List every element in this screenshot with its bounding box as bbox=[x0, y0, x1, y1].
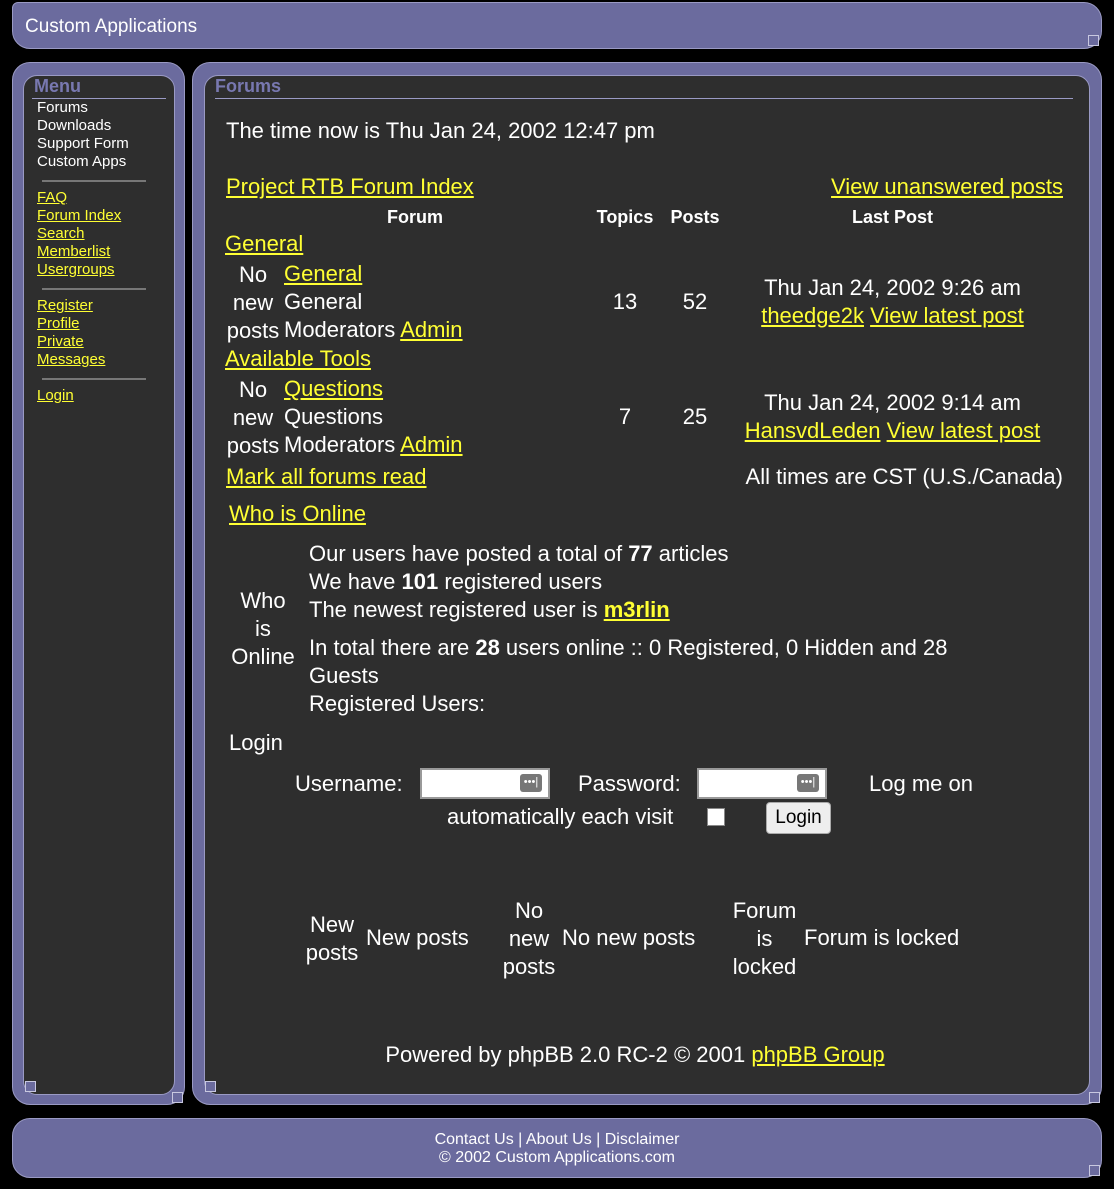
current-time: The time now is Thu Jan 24, 2002 12:47 pm bbox=[226, 118, 655, 143]
folder-status-icon: No new posts bbox=[226, 377, 280, 458]
divider bbox=[42, 180, 146, 182]
link-messages[interactable]: Messages bbox=[37, 351, 106, 368]
password-label: Password: bbox=[578, 771, 681, 796]
col-topics: Topics bbox=[596, 207, 654, 227]
corner-icon bbox=[205, 1081, 216, 1092]
last-post-meta bbox=[730, 303, 1055, 329]
users-online: In total there are 28 users online :: 0 Registered, 0 Hidden and 28 bbox=[309, 635, 948, 660]
phpbb-group-link[interactable]: phpBB Group bbox=[751, 1042, 885, 1067]
registered-users-list: Registered Users: bbox=[309, 691, 486, 716]
online-stats bbox=[309, 540, 1069, 718]
legend-no-new-posts: No new posts bbox=[562, 925, 696, 950]
legend-forum-locked: Forum is locked bbox=[804, 925, 960, 950]
total-articles: Our users have posted a total of 77 articles bbox=[309, 541, 729, 566]
autologin-label-cont: automatically each visit bbox=[447, 804, 674, 829]
who-is-online-link[interactable]: Who is Online bbox=[229, 501, 366, 526]
password-manager-icon[interactable]: •••| bbox=[797, 774, 819, 792]
footer-links: Contact Us | About Us | Disclaimer bbox=[434, 1131, 680, 1148]
legend-new-posts: New posts bbox=[366, 925, 469, 950]
sidebar-panel bbox=[23, 75, 175, 1095]
new-posts-icon: New posts bbox=[305, 912, 359, 965]
divider bbox=[42, 288, 146, 290]
resize-corner-icon bbox=[1089, 1092, 1100, 1103]
link-forum-index[interactable]: Forum Index bbox=[37, 207, 122, 224]
newest-user-link[interactable]: m3rlin bbox=[603, 597, 670, 622]
col-last-post: Last Post bbox=[851, 207, 934, 227]
main-panel bbox=[192, 62, 1102, 1105]
password-manager-icon[interactable]: •••| bbox=[520, 774, 542, 792]
link-faq[interactable]: FAQ bbox=[37, 189, 68, 206]
timezone-note: All times are CST (U.S./Canada) bbox=[745, 464, 1063, 489]
last-post-date: Thu Jan 24, 2002 9:26 am bbox=[764, 275, 1021, 300]
moderators: Moderators Admin bbox=[284, 317, 463, 342]
link-usergroups[interactable]: Usergroups bbox=[37, 261, 115, 278]
col-posts: Posts bbox=[670, 207, 720, 227]
menu-item-custom-apps[interactable]: Custom Apps bbox=[37, 153, 127, 170]
last-post-meta bbox=[730, 418, 1055, 444]
online-icon: Who is Online bbox=[231, 588, 295, 669]
unanswered-posts-link[interactable]: View unanswered posts bbox=[831, 174, 1063, 199]
sidebar-title: Menu bbox=[34, 76, 81, 96]
autologin-label: Log me on bbox=[869, 771, 973, 796]
powered-by: Powered by phpBB 2.0 RC-2 © 2001 phpBB Group bbox=[385, 1042, 885, 1067]
post-count: 25 bbox=[682, 404, 708, 429]
username-input[interactable] bbox=[420, 768, 550, 799]
col-forum: Forum bbox=[387, 207, 443, 227]
moderators: Moderators Admin bbox=[284, 432, 463, 457]
forum-locked-icon: Forum is locked bbox=[732, 898, 797, 979]
about-us-link[interactable]: About Us bbox=[525, 1131, 592, 1148]
resize-corner-icon bbox=[1088, 35, 1099, 46]
autologin-checkbox[interactable] bbox=[707, 808, 725, 826]
link-private[interactable]: Private bbox=[37, 333, 84, 350]
link-memberlist[interactable]: Memberlist bbox=[37, 243, 111, 260]
username-label: Username: bbox=[295, 771, 403, 796]
header-bar bbox=[12, 2, 1102, 49]
site-title: Custom Applications bbox=[25, 16, 198, 37]
disclaimer-link[interactable]: Disclaimer bbox=[604, 1131, 680, 1148]
forums-panel bbox=[204, 75, 1090, 1095]
no-new-posts-icon: No new posts bbox=[502, 898, 556, 979]
menu-item-support-form[interactable]: Support Form bbox=[37, 135, 129, 152]
copyright: © 2002 Custom Applications.com bbox=[439, 1149, 675, 1166]
password-input[interactable] bbox=[697, 768, 827, 799]
panel-title: Forums bbox=[215, 76, 282, 96]
topic-count: 7 bbox=[618, 404, 632, 429]
last-post-user[interactable]: theedge2k bbox=[761, 303, 864, 328]
menu-item-forums[interactable]: Forums bbox=[37, 99, 88, 116]
registered-users: We have 101 registered users bbox=[309, 569, 603, 594]
last-post-date: Thu Jan 24, 2002 9:14 am bbox=[764, 390, 1021, 415]
post-count: 52 bbox=[682, 289, 708, 314]
forum-index-link[interactable]: Project RTB Forum Index bbox=[226, 174, 474, 199]
sidebar bbox=[12, 62, 185, 1105]
divider bbox=[42, 378, 146, 380]
category-link[interactable]: General bbox=[225, 231, 304, 256]
moderator-link[interactable]: Admin bbox=[400, 317, 463, 342]
link-profile[interactable]: Profile bbox=[37, 315, 80, 332]
topic-count: 13 bbox=[612, 289, 638, 314]
forum-link[interactable]: General bbox=[284, 261, 363, 286]
folder-status-icon: No new posts bbox=[226, 262, 280, 343]
resize-corner-icon bbox=[172, 1092, 183, 1103]
link-register[interactable]: Register bbox=[37, 297, 93, 314]
menu-item-downloads[interactable]: Downloads bbox=[37, 117, 112, 134]
users-online-guests: Guests bbox=[309, 663, 379, 688]
moderator-link[interactable]: Admin bbox=[400, 432, 463, 457]
forum-description: General bbox=[284, 289, 363, 314]
footer-bar bbox=[12, 1118, 1102, 1178]
last-post-user[interactable]: HansvdLeden bbox=[744, 418, 881, 443]
view-latest-post-link[interactable]: View latest post bbox=[870, 303, 1024, 328]
forum-link[interactable]: Questions bbox=[284, 376, 384, 401]
resize-corner-icon bbox=[1089, 1165, 1100, 1176]
login-button[interactable]: Login bbox=[766, 802, 831, 834]
link-login[interactable]: Login bbox=[37, 387, 74, 404]
link-search[interactable]: Search bbox=[37, 225, 85, 242]
corner-icon bbox=[25, 1081, 36, 1092]
newest-user: The newest registered user is m3rlin bbox=[309, 597, 670, 622]
divider bbox=[215, 98, 1073, 99]
view-latest-post-link[interactable]: View latest post bbox=[886, 418, 1041, 443]
login-title: Login bbox=[229, 730, 283, 755]
mark-read-link[interactable]: Mark all forums read bbox=[226, 464, 427, 489]
category-link[interactable]: Available Tools bbox=[225, 346, 371, 371]
forum-description: Questions bbox=[284, 404, 384, 429]
contact-us-link[interactable]: Contact Us bbox=[434, 1131, 514, 1148]
